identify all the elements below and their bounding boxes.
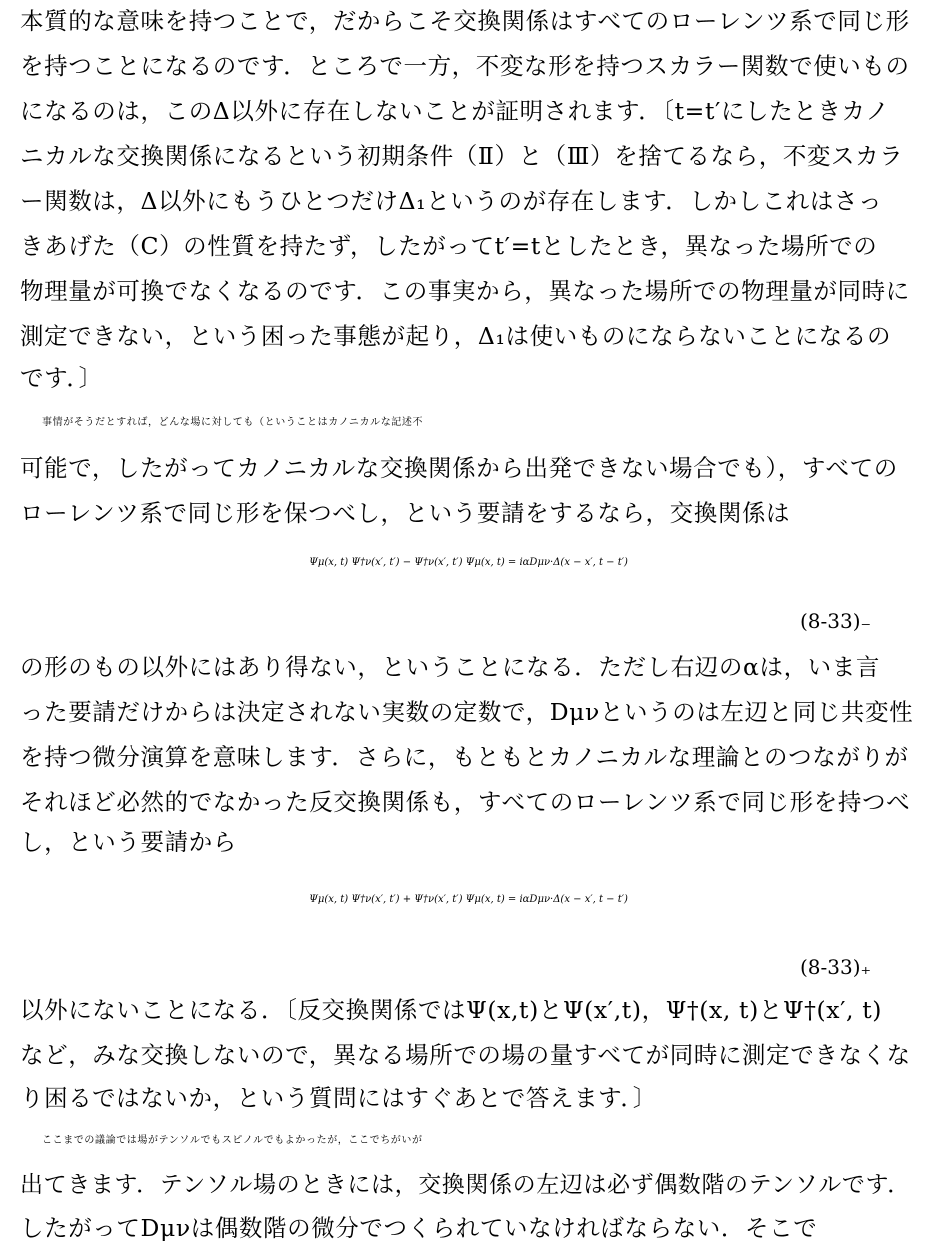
text-line: になるのは，このΔ以外に存在しないことが証明されます．〔t=t′にしたときカノ (20, 97, 890, 125)
text-line: の形のもの以外にはあり得ない，ということになる．ただし右辺のαは，いま言 (20, 653, 880, 681)
text-line: など，みな交換しないので，異なる場所での場の量すべてが同時に測定できなくな (20, 1041, 911, 1069)
text-line: きあげた（C）の性質を持たず，したがってt′=tとしたとき，異なった場所での (20, 232, 878, 260)
text-line: を持つことになるのです．ところで一方，不変な形を持つスカラー関数で使いもの (20, 52, 910, 80)
text-line: ローレンツ系で同じ形を保つべし，という要請をするなら，交換関係は (20, 499, 791, 527)
text-line: 物理量が可換でなくなるのです．この事実から，異なった場所での物理量が同時に (20, 277, 910, 305)
text-line: ここまでの議論では場がテンソルでもスピノルでもよかったが，ここでちがいが (42, 1135, 423, 1146)
equation-number: (8-33)₊ (800, 955, 872, 979)
text-line: し，という要請から (20, 828, 237, 856)
text-line: 以外にないことになる．〔反交換関係ではΨ(x,t)とΨ(x′,t)，Ψ†(x, t)とΨ†(x′, t) (20, 996, 883, 1024)
equation-anticommutator: Ψμ(x, t) Ψ†ν(x′, t′) + Ψ†ν(x′, t′) Ψμ(x, t) = iαDμν·Δ(x − x′, t − t′) (309, 894, 628, 905)
text-line: それほど必然的でなかった反交換関係も，すべてのローレンツ系で同じ形を持つべ (20, 788, 911, 816)
text-line: 測定できない，という困った事態が起り，Δ₁は使いものにならないことになるの (20, 322, 892, 350)
text-line: った要請だけからは決定されない実数の定数で，Dμνというのは左辺と同じ共変性 (20, 698, 914, 726)
text-line: ー関数は，Δ以外にもうひとつだけΔ₁というのが存在します．しかしこれはさっ (20, 187, 883, 215)
text-line: を持つ微分演算を意味します．さらに，もともとカノニカルな理論とのつながりが (20, 743, 909, 771)
text-line: 事情がそうだとすれば，どんな場に対しても（ということはカノニカルな記述不 (42, 417, 424, 428)
equation-number: (8-33)₋ (800, 609, 872, 633)
text-line: 可能で，したがってカノニカルな交換関係から出発できない場合でも），すべての (20, 454, 898, 482)
text-line: り困るではないか，という質問にはすぐあとで答えます．〕 (20, 1084, 657, 1112)
text-line: です．〕 (20, 364, 103, 392)
text-line: したがってDμνは偶数階の微分でつくられていなければならない．そこで (20, 1214, 818, 1242)
text-line: 本質的な意味を持つことで，だからこそ交換関係はすべてのローレンツ系で同じ形 (20, 7, 910, 35)
text-line: ニカルな交換関係になるという初期条件（Ⅱ）と（Ⅲ）を捨てるなら，不変スカラ (20, 142, 904, 170)
text-line: 出てきます．テンソル場のときには，交換関係の左辺は必ず偶数階のテンソルです． (20, 1172, 911, 1198)
equation-commutator: Ψμ(x, t) Ψ†ν(x′, t′) − Ψ†ν(x′, t′) Ψμ(x, t) = iαDμν·Δ(x − x′, t − t′) (309, 557, 628, 568)
